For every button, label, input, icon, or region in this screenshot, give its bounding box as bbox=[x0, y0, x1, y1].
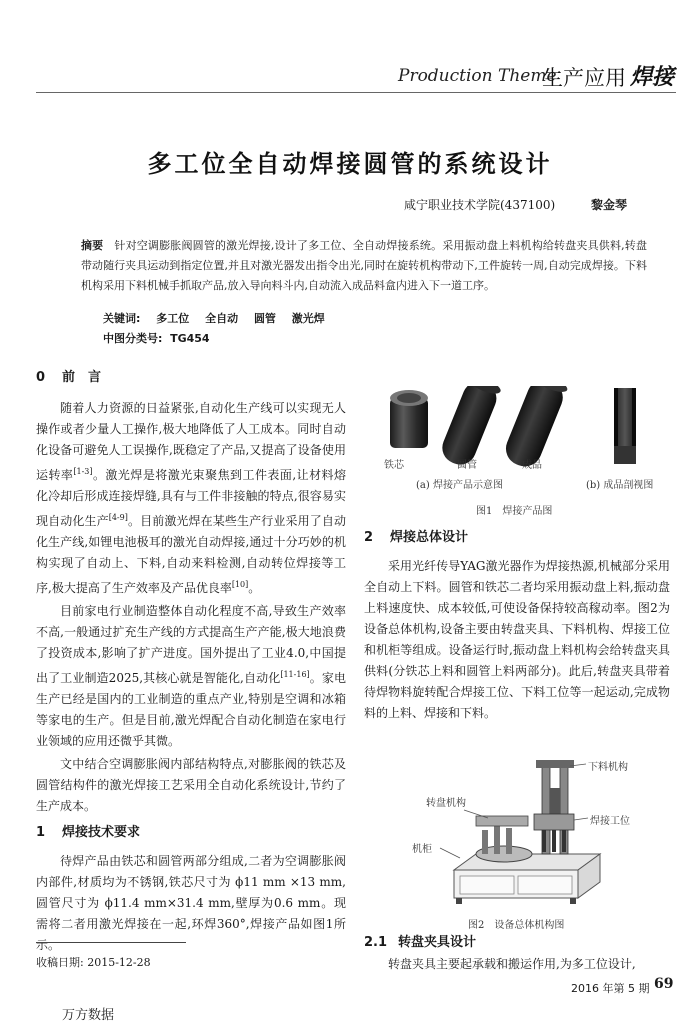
clc-value: TG454 bbox=[170, 332, 210, 345]
section-number: 0 bbox=[36, 370, 46, 385]
keywords-label: 关键词: bbox=[103, 312, 141, 325]
section-heading-2-1 bbox=[364, 932, 670, 954]
label-turntable: 转盘机构 bbox=[426, 798, 466, 809]
abstract bbox=[81, 236, 647, 296]
label-tube: 圆管 bbox=[457, 460, 477, 471]
subcaption-b: (b) 成品剖视图 bbox=[586, 480, 654, 491]
label-cabinet: 机柜 bbox=[412, 844, 432, 855]
keyword: 激光焊 bbox=[291, 312, 325, 325]
paragraph: 采用光纤传导YAG激光器作为焊接热源,机械部分采用全自动上下料。圆管和铁芯二者均采用振动盘上料,振动盘上料速度快、成本较低,可使设备保持较高稼动率。图2为设备总体机构,设备主要由转盘夹具、下料机构、焊接工位和机柜等组成。设备运行时,振动盘上料机构会给转盘夹具供料(分铁芯上料和圆管上料两部分)。此后,转盘夹具带着待焊物料旋转配合焊接工位、下料工位等一起运动,完成物料的上料、焊接和下料。 bbox=[364, 559, 670, 720]
section-title: 焊接技术要求 bbox=[62, 825, 141, 840]
citation: [10] bbox=[231, 580, 249, 589]
abstract-label: 摘要 bbox=[81, 239, 104, 252]
header-chinese: 生产应用 bbox=[542, 66, 626, 90]
author: 黎金琴 bbox=[591, 198, 628, 212]
keywords bbox=[103, 310, 337, 326]
cabinet-shape bbox=[454, 854, 600, 904]
header-column-name: 焊接 bbox=[630, 65, 675, 90]
citation: [11-16] bbox=[280, 670, 310, 679]
abstract-text: 针对空调膨胀阀圆管的激光焊接,设计了多工位、全自动焊接系统。采用振动盘上料机构给转盘夹具供料,转盘带动随行夹具运动到指定位置,并且对激光器发出指令出光,同时在旋转机构带动下,工件旋转一周,自动完成焊接。下料机构采用下料机械手抓取产品,放入导向料斗内,自动流入成品料盒内进入下一道工序。 bbox=[81, 239, 647, 292]
figure-1 bbox=[364, 386, 670, 518]
paragraph: 转盘夹具主要起承载和搬运作用,为多工位设计, bbox=[388, 957, 636, 971]
turntable-shape bbox=[476, 816, 532, 862]
clc-label: 中图分类号: bbox=[103, 332, 163, 345]
section-heading-2 bbox=[364, 524, 670, 552]
header-rule bbox=[36, 92, 676, 93]
section-title: 转盘夹具设计 bbox=[398, 935, 477, 950]
iron-core-shape bbox=[390, 390, 428, 448]
section-number: 1 bbox=[36, 825, 46, 840]
keyword: 圆管 bbox=[253, 312, 276, 325]
paragraph: 待焊产品由铁芯和圆管两部分组成,二者为空调膨胀阀内部件,材质均为不锈钢,铁芯尺寸为 ϕ11 mm ×13 mm,圆管尺寸为 ϕ11.4 mm×31.4 mm,壁厚为0.6 mm。现需将二者用激光焊接在一起,环焊360°,焊接产品如图1所示。 bbox=[36, 854, 346, 952]
citation: [1-3] bbox=[73, 467, 93, 476]
received-date: 收稿日期: 2015-12-28 bbox=[36, 956, 151, 969]
right-column-bottom bbox=[364, 932, 670, 977]
article-title: 多工位全自动焊接圆管的系统设计 bbox=[147, 150, 553, 178]
watermark-text: 万方数据 bbox=[62, 1008, 115, 1023]
keyword: 全自动 bbox=[205, 312, 239, 325]
label-iron-core: 铁芯 bbox=[384, 460, 404, 471]
figure-1-caption: 图1 焊接产品图 bbox=[476, 506, 553, 517]
affiliation: 咸宁职业技术学院(437100) bbox=[404, 198, 556, 212]
subcaption-a: (a) 焊接产品示意图 bbox=[416, 480, 503, 491]
cross-section-shape bbox=[614, 388, 636, 464]
section-heading-0 bbox=[36, 364, 346, 392]
right-column-top bbox=[364, 524, 670, 726]
section-title: 前 言 bbox=[62, 370, 102, 385]
page-number: 69 bbox=[654, 976, 674, 992]
figure-1-image bbox=[364, 386, 670, 518]
keyword: 多工位 bbox=[156, 312, 190, 325]
section-heading-1 bbox=[36, 819, 346, 847]
label-welding-station: 焊接工位 bbox=[590, 816, 630, 827]
section-title: 焊接总体设计 bbox=[390, 530, 469, 545]
paragraph: 随着人力资源的日益紧张,自动化生产线可以实现无人操作或者少量人工操作,极大地降低了人工成本。同时自动化设备可避免人工误操作,既稳定了产品,又提高了设备使用运转率[1-3]。激光焊是将激光束聚焦到工件表面,让材料熔化冷却后形成连接焊缝,具有与工件非接触的特点,很容易实现自动化生产[4-9]。目前激光焊在某些生产行业采用了自动化生产线,如锂电池极耳的激光自动焊接,通过十分巧妙的机构实现了自动上、下料,自动来料检测,自动转位焊接等工序,极大提高了生产效率及产品优良率[10]。 bbox=[36, 401, 346, 595]
left-column bbox=[36, 364, 346, 958]
paragraph: 文中结合空调膨胀阀内部结构特点,对膨胀阀的铁芯及圆管结构件的激光焊接工艺采用全自动化系统设计,节约了生产成本。 bbox=[36, 757, 346, 813]
figure-2-image bbox=[364, 758, 670, 908]
section-number: 2.1 bbox=[364, 935, 388, 950]
figure-2 bbox=[364, 758, 670, 932]
footnote-rule bbox=[36, 942, 186, 943]
issue-label: 2016 年第 5 期 bbox=[571, 982, 650, 995]
label-product: 成品 bbox=[522, 460, 542, 471]
figure-2-caption: 图2 设备总体机构图 bbox=[468, 920, 565, 931]
clc-number bbox=[103, 330, 210, 346]
label-unloading: 下料机构 bbox=[588, 762, 628, 773]
citation: [4-9] bbox=[108, 513, 128, 522]
paragraph: 目前家电行业制造整体自动化程度不高,导致生产效率不高,一般通过扩充生产线的方式提高生产产能,极大地浪费了投资成本,影响了扩产进度。国外提出了工业4.0,中国提出了工业制造2025,其核心就是智能化,自动化[11-16]。家电生产已经是国内的工业制造的重点产业,特别是空调和冰箱等家电的生产。但是目前,激光焊配合自动化制造在家电行业领域的应用还微乎其微。 bbox=[36, 604, 346, 748]
header-english: Production Theme bbox=[398, 66, 557, 86]
section-number: 2 bbox=[364, 530, 374, 545]
